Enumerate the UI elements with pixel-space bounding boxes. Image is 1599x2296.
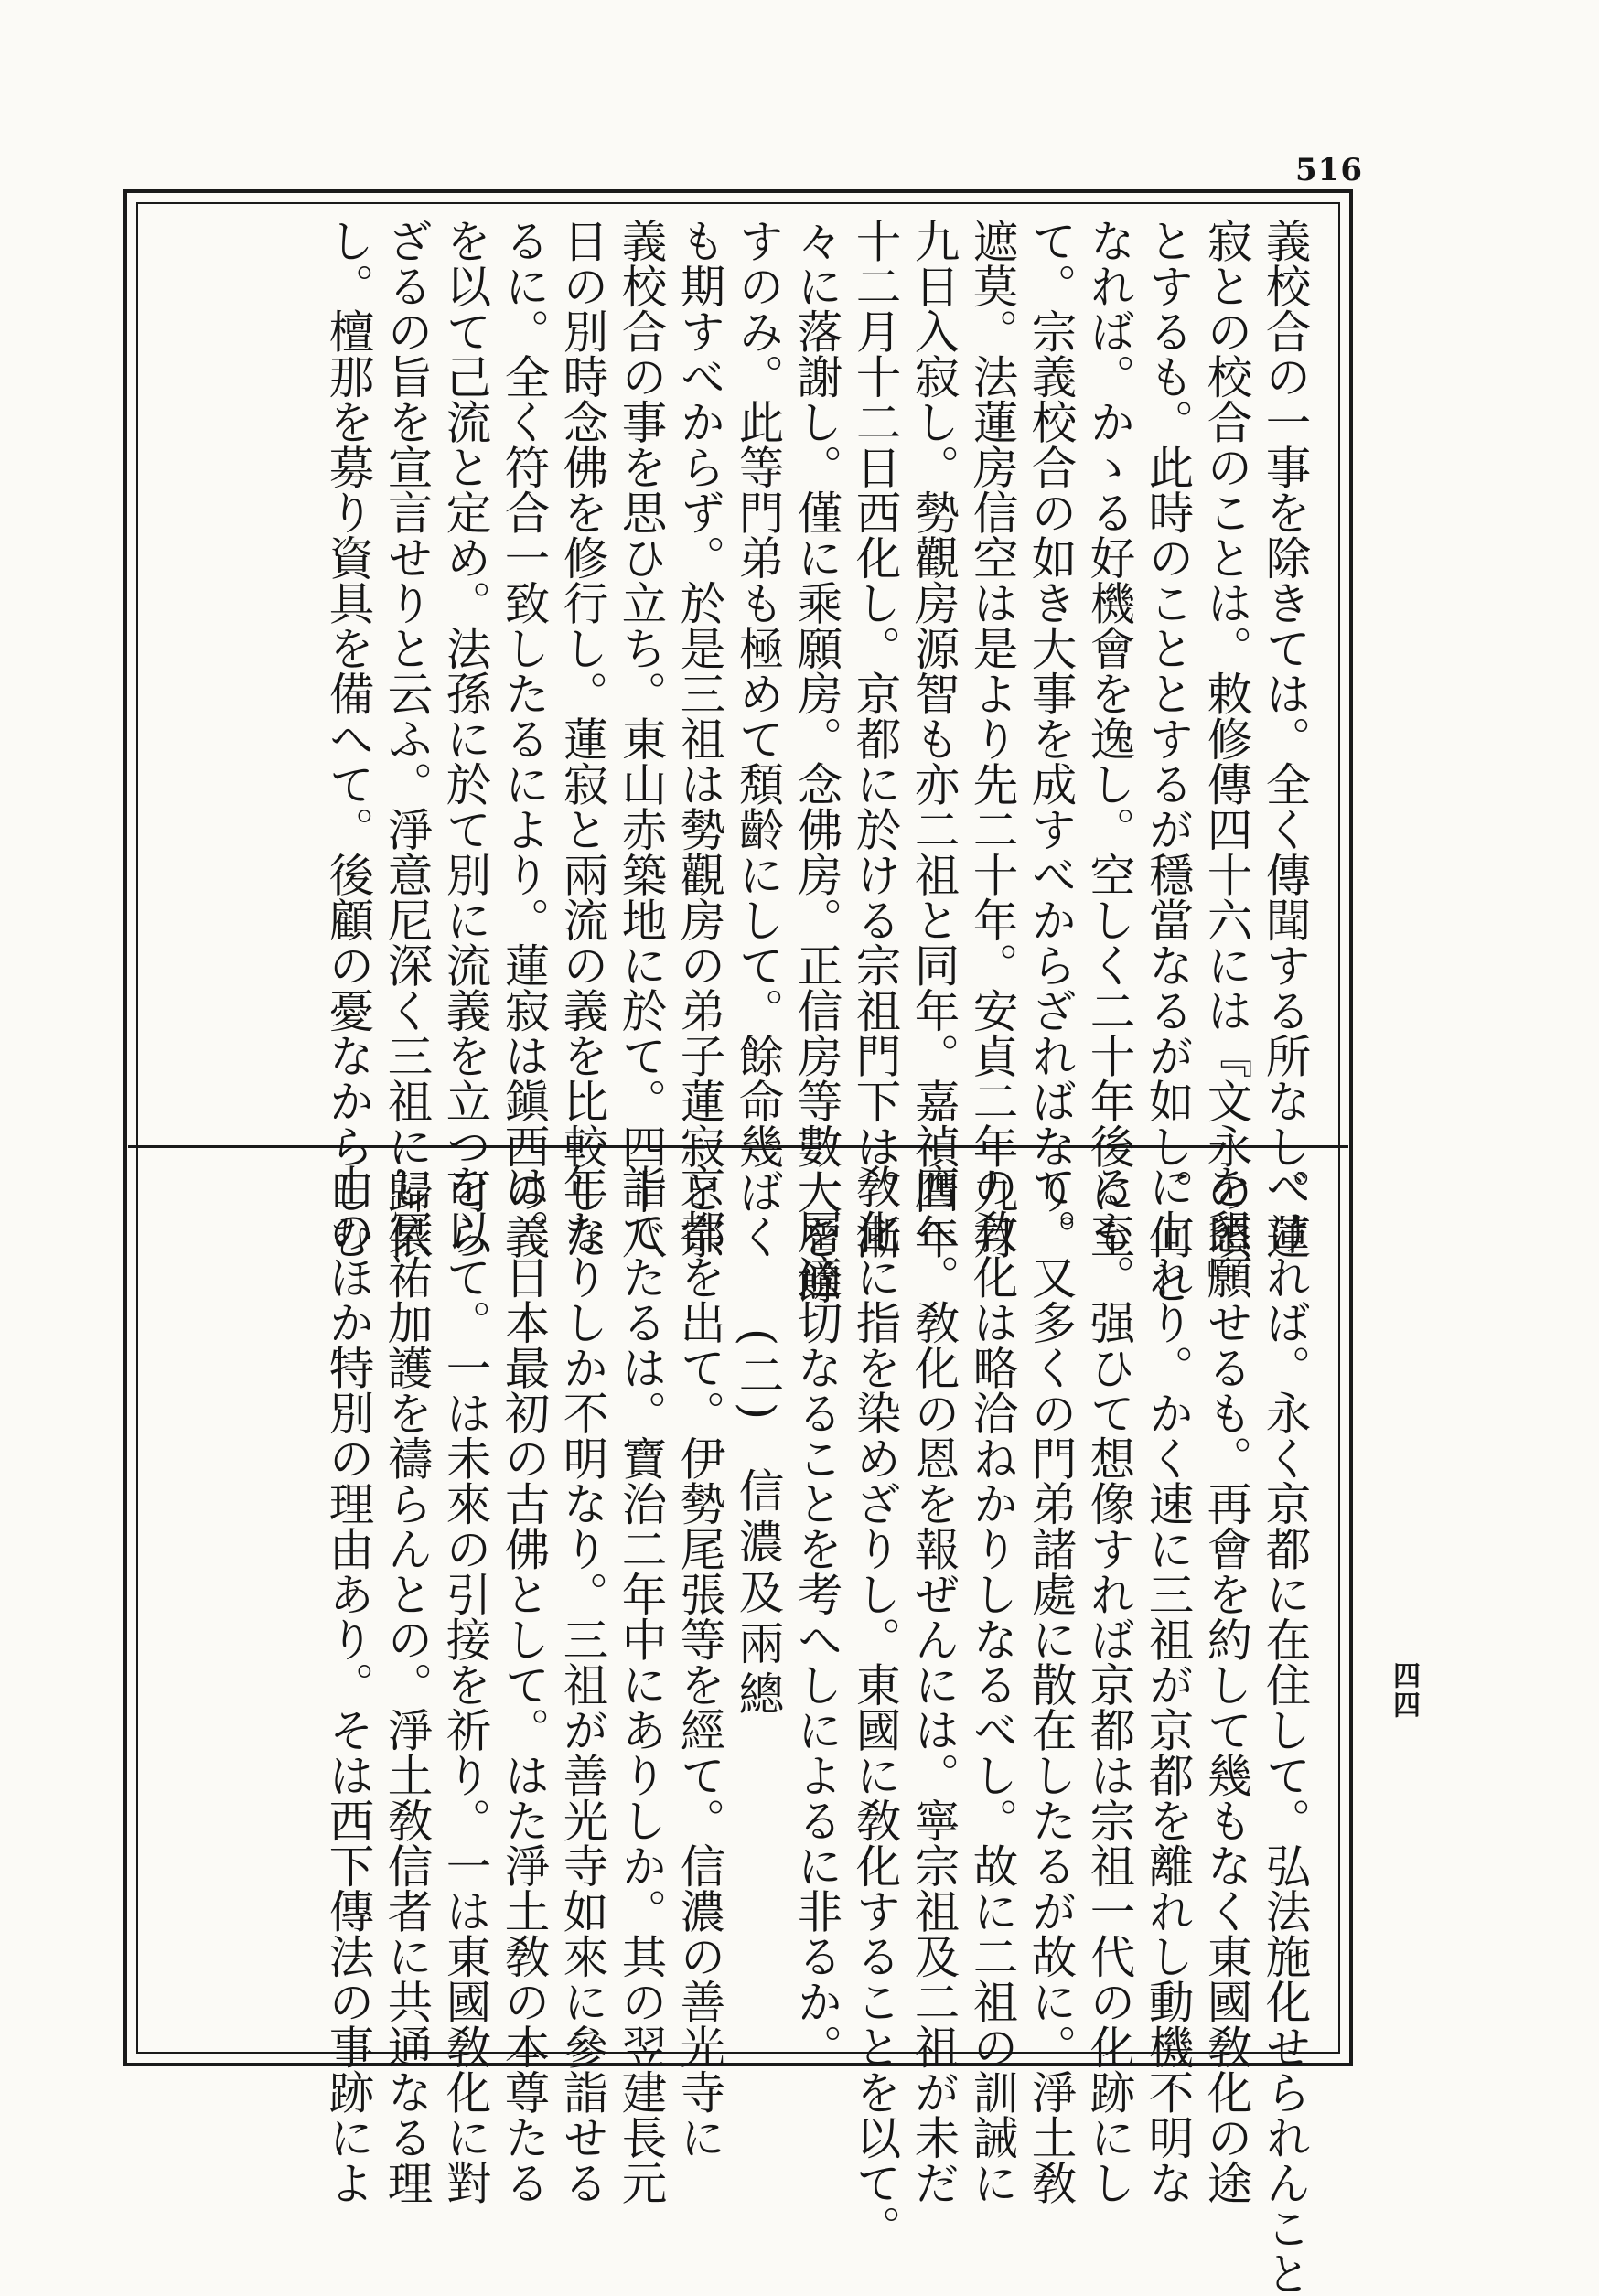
- text-line: 由のほか特別の理由あり。そは西下傳法の事跡によ: [322, 1164, 375, 2205]
- text-line: とするも。此時のこととするが穩當なるが如し。何と: [1142, 218, 1195, 1304]
- text-line: は。日本最初の古佛として。はた淨土敎の本尊たる: [498, 1164, 551, 2205]
- text-line: て。宗義校合の如き大事を成すべからざればなり。: [1025, 218, 1078, 1260]
- text-line: 遮莫。法蓮房信空は是より先二十年。安貞二年九月: [966, 218, 1019, 1260]
- text-line: を以て。一は未來の引接を祈り。一は東國敎化に對: [439, 1164, 492, 2205]
- text-line: 日の別時念佛を修行し。蓮寂と兩流の義を比較した: [556, 218, 609, 1260]
- text-line: に上れり。かく速に三祖が京都を離れし動機不明な: [1142, 1164, 1195, 2205]
- upper-text-block: [319, 218, 1315, 1304]
- page-number: 516: [1295, 152, 1363, 188]
- text-line: 寂との校合のことは。敕修傳四十六には『文永の頃』: [1200, 218, 1253, 1304]
- text-line: 々に落謝し。僅に乘願房。念佛房。正信房等數人を餘: [790, 218, 843, 1304]
- text-line: るも。强ひて想像すれば京都は宗祖一代の化跡にし: [1083, 1164, 1136, 2205]
- text-line: 一層適切なることを考へしによるに非るか。: [790, 1164, 843, 2069]
- text-line: を以て己流と定め。法孫に於て別に流義を立つ可ら: [439, 218, 492, 1260]
- text-line: るに。全く符合一致したるにより。蓮寂は鎭西の義: [498, 218, 551, 1260]
- text-line: すのみ。此等門弟も極めて頽齡にして。餘命幾ばく: [732, 218, 785, 1260]
- text-line: べければ。永く京都に在住して。弘法施化せられんこと: [1259, 1164, 1312, 2296]
- text-line: を懇願せるも。再會を約して幾もなく東國敎化の途: [1200, 1164, 1253, 2205]
- text-line: ざるの旨を宣言せりと云ふ。淨意尼深く三祖に歸依: [381, 218, 434, 1260]
- section-heading-title: 信濃及兩總: [732, 1466, 785, 1722]
- text-line: 十二月十二日西化し。京都に於ける宗祖門下は。漸: [849, 218, 902, 1260]
- text-line: 義校合の一事を除きては。全く傳聞する所なし。蓮: [1259, 218, 1312, 1260]
- text-line: 義校合の事を思ひ立ち。東山赤築地に於て。四十八: [615, 218, 668, 1260]
- text-line: なれば。かゝる好機會を逸し。空しく二十年後に至: [1083, 218, 1136, 1260]
- lower-text-block: [319, 1164, 1315, 2296]
- text-line: 敎化に指を染めざりし。東國に敎化することを以て。: [849, 1164, 902, 2250]
- text-line: し冥祐加護を禱らんとの。淨土敎信者に共通なる理: [381, 1164, 434, 2205]
- text-line: し。檀那を募り資具を備へて。後顧の憂なからしむ: [322, 218, 375, 1260]
- section-heading: [729, 1164, 788, 2042]
- text-line: 京都を出て。伊勢尾張等を經て。信濃の善光寺に: [673, 1164, 726, 2160]
- text-line: 年なりしか不明なり。三祖が善光寺如來に參詣せる: [556, 1164, 609, 2205]
- margin-page-label: 四四: [1388, 1661, 1420, 1720]
- text-line: 膺へ。敎化の恩を報ぜんには。寧宗祖及二祖が未だ: [907, 1164, 960, 2205]
- text-line: の敎化は略洽ねかりしなるべし。故に二祖の訓誡に: [966, 1164, 1019, 2205]
- text-line: も期すべからず。於是三祖は勢觀房の弟子蓮寂と宗: [673, 218, 726, 1260]
- text-line: て。又多くの門弟諸處に散在したるが故に。淨土敎: [1025, 1164, 1078, 2205]
- text-line: 詣でたるは。寶治二年中にありしか。其の翌建長元: [615, 1164, 668, 2205]
- section-heading-number: (二): [732, 1328, 785, 1426]
- text-line: 九日入寂し。勢觀房源智も亦二祖と同年。嘉禎四年: [907, 218, 960, 1260]
